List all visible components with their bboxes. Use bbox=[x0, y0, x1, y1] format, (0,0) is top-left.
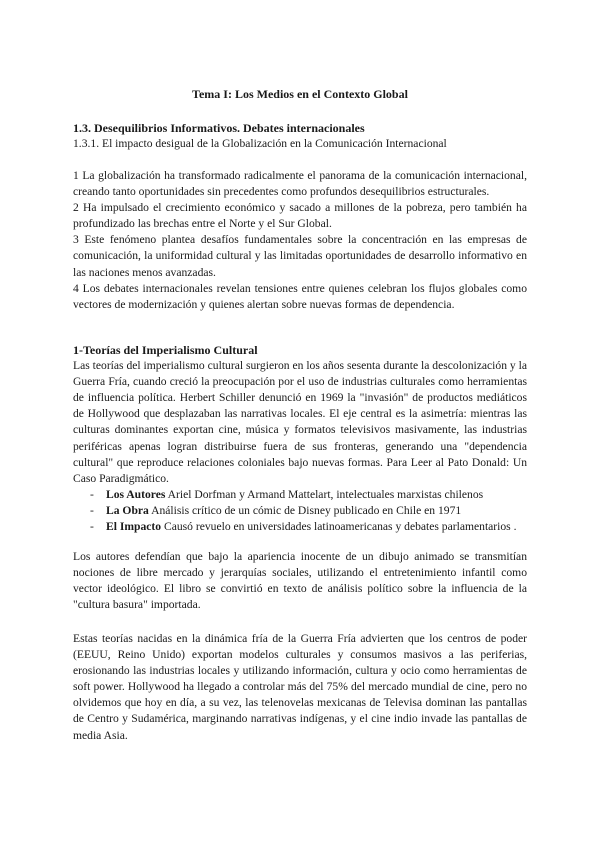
bullet-list bbox=[73, 487, 527, 535]
list-item bbox=[73, 519, 527, 535]
bullet-term: Los Autores bbox=[106, 488, 166, 501]
bullet-text: Ariel Dorfman y Armand Mattelart, intelectuales marxistas chilenos bbox=[165, 488, 484, 501]
numbered-points bbox=[73, 168, 527, 313]
point-1: 1 La globalización ha transformado radicalmente el panorama de la comunicación internacional, creando tanto oportunidades sin precedentes como profundos desequilibrios estructurales. bbox=[73, 169, 527, 199]
section-heading: 1.3. Desequilibrios Informativos. Debates internacionales bbox=[73, 121, 365, 135]
point-4: 4 Los debates internacionales revelan tensiones entre quienes celebran los flujos globales como vectores de modernización y quienes alertan sobre nuevas formas de dependencia. bbox=[73, 281, 527, 311]
bullet-text: Causó revuelo en universidades latinoamericanas y debates parlamentarios . bbox=[161, 520, 517, 534]
bullet-dash: - bbox=[90, 488, 94, 501]
bullet-term: La Obra bbox=[106, 504, 149, 518]
section-heading-block bbox=[73, 120, 527, 152]
bullet-term: El Impacto bbox=[106, 520, 162, 534]
coldwar-paragraph-block bbox=[73, 631, 527, 744]
list-item bbox=[73, 503, 527, 519]
imperialism-heading: 1-Teorías del Imperialismo Cultural bbox=[73, 343, 258, 357]
list-item bbox=[73, 487, 527, 503]
point-3: 3 Este fenómeno plantea desafíos fundamentales sobre la concentración en las empresas de comunicación, la uniformidad cultural y las limitadas oportunidades de desarrollo informativo en las naciones menos avanzadas. bbox=[73, 233, 527, 279]
imperialism-section bbox=[73, 342, 527, 487]
point-2: 2 Ha impulsado el crecimiento económico y sacado a millones de la pobreza, pero también ha profundizado las brechas entre el Norte y el Sur Global. bbox=[73, 201, 527, 231]
bullet-dash: - bbox=[90, 520, 94, 534]
imperialism-paragraph: Las teorías del imperialismo cultural surgieron en los años sesenta durante la descolonización y la Guerra Fría, cuando creció la preocupación por el uso de industrias culturales como herramientas de influencia política. Herbert Schiller denunció en 1969 la "invasión" de productos mediáticos de Hollywood que desplazaban las narrativas locales. El eje central es la asimetría: mientras las culturas dominantes exportan cine, música y formatos televisivos masivamente, las industrias periféricas apenas logran distribuirse fuera de sus fronteras, generando una "dependencia cultural" que reproduce relaciones coloniales bajo nuevas formas. Para Leer al Pato Donald: Un Caso Paradigmático. bbox=[73, 359, 527, 485]
authors-paragraph-block bbox=[73, 549, 527, 613]
authors-paragraph: Los autores defendían que bajo la apariencia inocente de un dibujo animado se transmitían nociones de libre mercado y jerarquías sociales, utilizando el entretenimiento infantil como vector ideológico. El libro se convirtió en texto de análisis político sobre la influencia de la "cultura basura" importada. bbox=[73, 550, 527, 612]
bullet-text: Análisis crítico de un cómic de Disney publicado en Chile en 1971 bbox=[148, 504, 462, 518]
subsection-heading: 1.3.1. El impacto desigual de la Globalización en la Comunicación Internacional bbox=[73, 137, 447, 151]
document-title: Tema I: Los Medios en el Contexto Global bbox=[192, 87, 408, 101]
coldwar-paragraph: Estas teorías nacidas en la dinámica fría de la Guerra Fría advierten que los centros de poder (EEUU, Reino Unido) exportan modelos culturales y consumos masivos a las periferias, erosionando las industrias locales y utilizando información, cultura y ocio como herramientas de soft power. Hollywood ha llegado a controlar más del 75% del mercado mundial de cine, pero no olvidemos que hoy en día, a su vez, las telenovelas mexicanas de Televisa dominan las pantallas de Centro y Sudamérica, marginando narrativas indígenas, y el cine indio invade las pantallas de media Asia. bbox=[73, 632, 527, 742]
bullet-dash: - bbox=[90, 504, 94, 518]
